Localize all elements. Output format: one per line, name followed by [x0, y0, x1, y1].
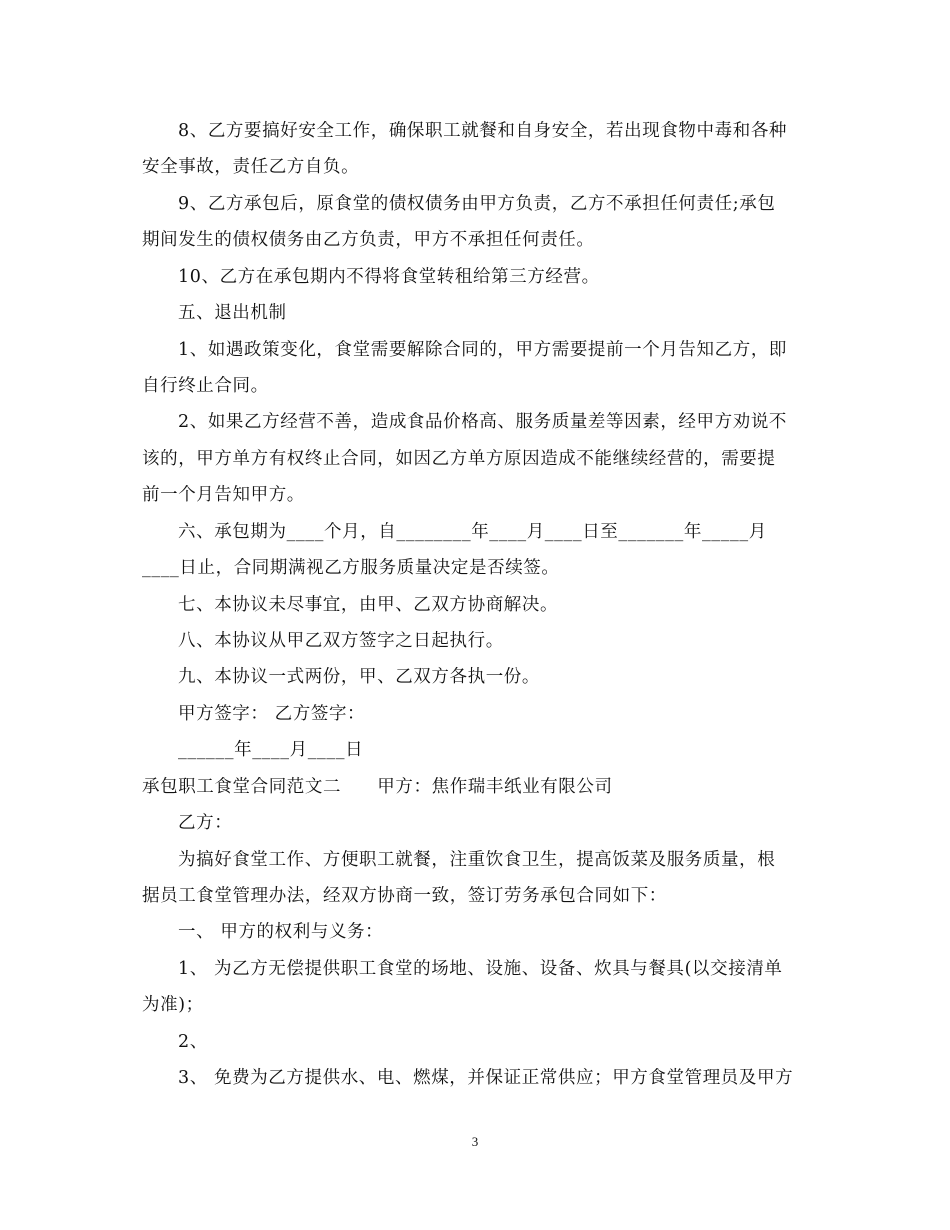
text-line: 1、 为乙方无偿提供职工食堂的场地、设施、设备、炊具与餐具(以交接清单: [178, 959, 783, 979]
text-line: 八、本协议从甲乙双方签字之日起执行。: [178, 631, 504, 651]
text-line: 据员工食堂管理办法，经双方协商一致，签订劳务承包合同如下：: [142, 886, 667, 906]
text-line: 期间发生的债权债务由乙方负责，甲方不承担任何责任。: [142, 230, 595, 250]
text-line: 乙方：: [178, 813, 233, 833]
text-line: 九、本协议一式两份，甲、乙双方各执一份。: [178, 667, 540, 687]
text-line: 2、如果乙方经营不善，造成食品价格高、服务质量差等因素，经甲方劝说不: [178, 412, 788, 432]
text-line: 10、乙方在承包期内不得将食堂转租给第三方经营。: [178, 267, 600, 287]
text-line: 为准)；: [142, 995, 204, 1015]
date-line: ______年____月____日: [178, 740, 364, 760]
section-heading: 一、 甲方的权利与义务：: [178, 922, 384, 942]
text-line: 9、乙方承包后，原食堂的债权债务由甲方负责，乙方不承担任何责任;承包: [178, 194, 776, 214]
text-line: 为搞好食堂工作、方便职工就餐，注重饮食卫生，提高饭菜及服务质量，根: [178, 850, 776, 870]
text-line: ____日止，合同期满视乙方服务质量决定是否续签。: [142, 558, 560, 578]
text-line: 8、乙方要搞好安全工作，确保职工就餐和自身安全，若出现食物中毒和各种: [178, 121, 788, 141]
text-line: 2、: [178, 1032, 208, 1052]
text-line: 1、如遇政策变化，食堂需要解除合同的，甲方需要提前一个月告知乙方，即: [178, 340, 788, 360]
section-title: 承包职工食堂合同范文二 甲方：焦作瑞丰纸业有限公司: [142, 777, 613, 797]
text-line: 六、承包期为____个月，自________年____月____日至_______年_____月: [178, 522, 767, 542]
section-heading: 五、退出机制: [178, 303, 287, 323]
signature-line: 甲方签字： 乙方签字：: [178, 704, 366, 724]
text-line: 3、 免费为乙方提供水、电、燃煤，并保证正常供应；甲方食堂管理员及甲方: [178, 1068, 794, 1088]
text-line: 七、本协议未尽事宜，由甲、乙双方协商解决。: [178, 595, 559, 615]
text-line: 前一个月告知甲方。: [142, 485, 305, 505]
text-line: 该的，甲方单方有权终止合同，如因乙方单方原因造成不能继续经营的，需要提: [142, 449, 776, 469]
text-line: 安全事故，责任乙方自负。: [142, 157, 360, 177]
text-line: 自行终止合同。: [142, 376, 269, 396]
page-number: 3: [471, 1134, 479, 1149]
